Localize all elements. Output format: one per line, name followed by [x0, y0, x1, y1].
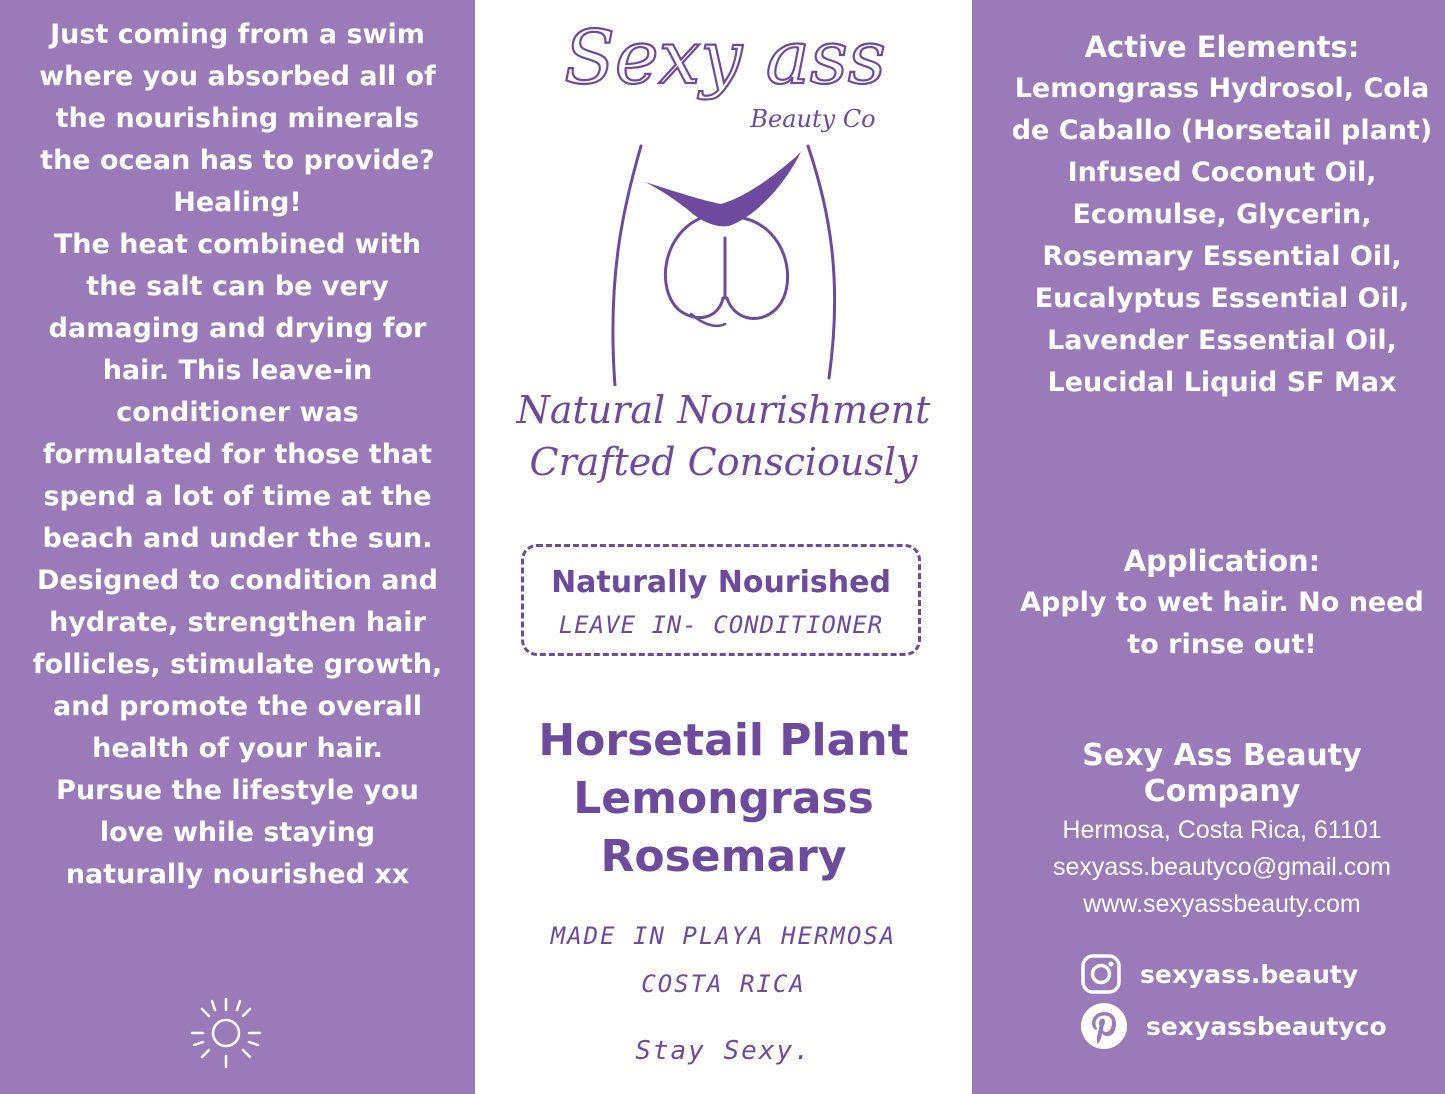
brand-logo — [557, 5, 893, 143]
tagline-line-2: Crafted Consciously — [529, 440, 918, 484]
story-paragraph-2: The heat combined with the salt can be very damaging and drying for hair. This leave-in conditioner was formulated for those that spend a lot of time at the beach and under the sun. Designed to condition and hydrate, strengthen hair follicles, stimulate growth, and promote the overall health of your hair. — [32, 229, 443, 764]
signoff-text: Stay Sexy. — [635, 1036, 812, 1066]
tagline-line-1: Natural Nourishment — [516, 388, 931, 432]
story-text — [30, 14, 445, 896]
pinterest-row — [1080, 1002, 1387, 1050]
address-text: Hermosa, Costa Rica, 61101 — [1062, 816, 1382, 844]
contact-info — [1002, 812, 1442, 923]
product-name: Naturally Nourished — [551, 565, 891, 600]
pinterest-handle: sexyassbeautyco — [1146, 1011, 1387, 1041]
sun-icon — [188, 995, 264, 1071]
instagram-handle: sexyass.beauty — [1140, 959, 1359, 989]
scent-item-1: Horsetail Plant — [538, 715, 909, 766]
story-paragraph-3: Pursue the lifestyle you love while staying naturally nourished xx — [56, 775, 419, 890]
brand-logo-main: Sexy ass — [564, 15, 886, 101]
active-elements-list: Lemongrass Hydrosol, Cola de Caballo (Horsetail plant) Infused Coconut Oil, Ecomulse, Glycerin, Rosemary Essential Oil, Eucalyptus Essential Oil, Lavender Essential Oil, Leucidal Liquid SF Max — [1011, 73, 1433, 398]
product-type: LEAVE IN- CONDITIONER — [558, 611, 884, 639]
application-text: Apply to wet hair. No need to rinse out! — [1020, 587, 1424, 660]
product-name-box — [521, 544, 921, 656]
center-panel — [475, 0, 972, 1094]
scent-list — [495, 712, 952, 886]
brand-logo-sub: Beauty Co — [750, 105, 876, 133]
company-name: Sexy Ass Beauty Company — [1082, 738, 1362, 809]
story-paragraph-1: Just coming from a swim where you absorbed all of the nourishing minerals the ocean has to provide? Healing! — [39, 19, 436, 218]
left-panel — [0, 0, 475, 1094]
email-text: sexyass.beautyco@gmail.com — [1052, 853, 1391, 881]
origin-line-1: MADE IN PLAYA HERMOSA — [550, 922, 897, 950]
body-illustration — [593, 138, 863, 386]
pinterest-icon — [1080, 1002, 1128, 1050]
right-panel — [972, 0, 1445, 1094]
instagram-row — [1080, 950, 1358, 998]
instagram-icon — [1080, 953, 1122, 995]
application-title: Application: — [1123, 544, 1321, 578]
scent-item-3: Rosemary — [600, 831, 847, 882]
scent-item-2: Lemongrass — [573, 773, 874, 824]
website-text: www.sexyassbeauty.com — [1083, 890, 1361, 918]
active-elements-title: Active Elements: — [1084, 30, 1360, 64]
origin-line-2: COSTA RICA — [641, 970, 806, 998]
